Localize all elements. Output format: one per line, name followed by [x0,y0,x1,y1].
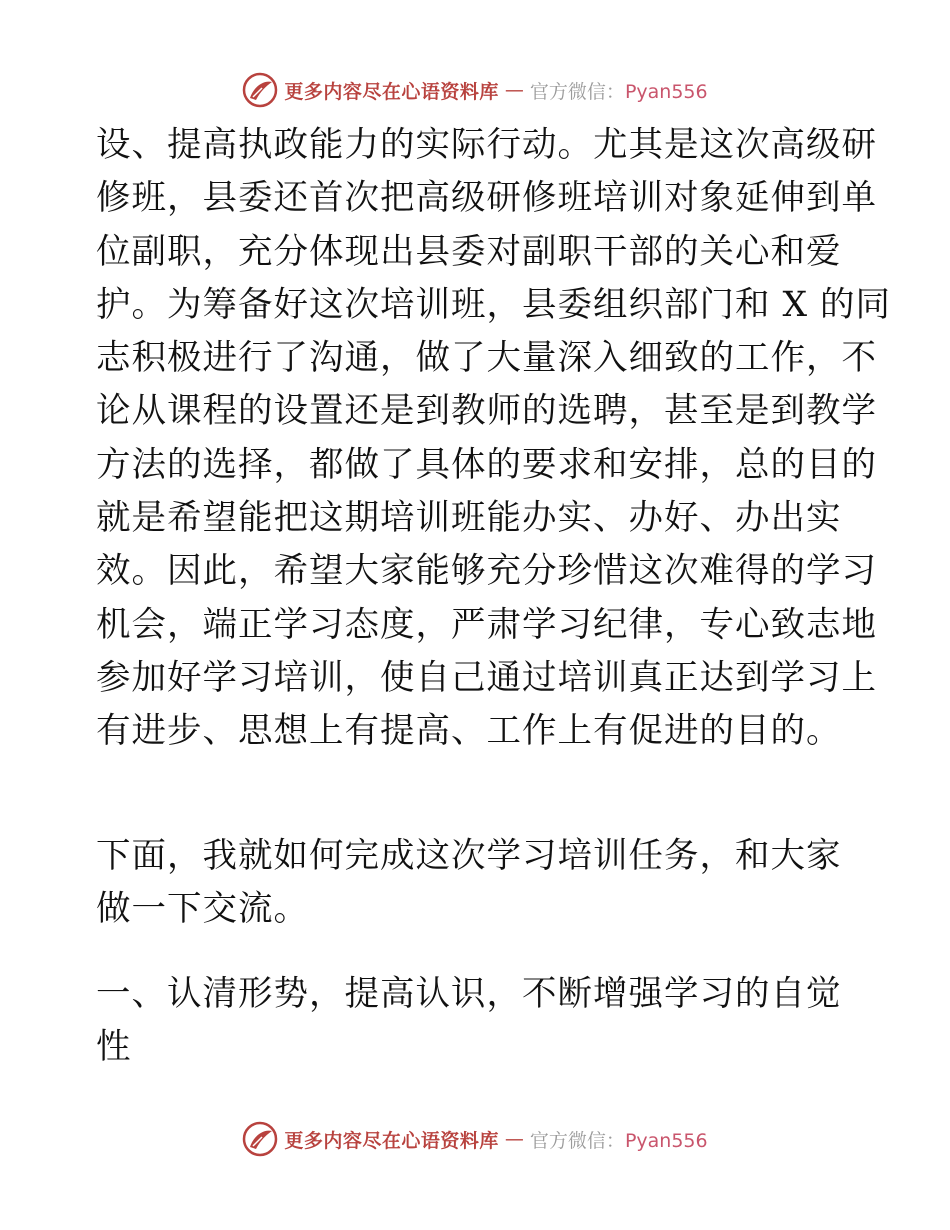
watermark-label: 官方微信： [529,80,625,103]
pen-logo-icon [242,1121,278,1157]
text-line: 参加好学习培训，使自己通过培训真正达到学习上 [96,657,877,698]
watermark-dash: — [504,79,524,101]
paragraph-1 [96,119,891,759]
text-line: 机会，端正学习态度，严肃学习纪律，专心致志地 [96,604,877,645]
text-line: 护。为筹备好这次培训班，县委组织部门和 X 的同 [96,284,891,325]
watermark-brand-text: 更多内容尽在心语资料库 [284,80,499,103]
text-line: 就是希望能把这期培训班能办实、办好、办出实 [96,498,842,539]
header-watermark [0,70,950,110]
watermark-wechat-id: Pyan556 [624,80,708,103]
watermark-brand-text: 更多内容尽在心语资料库 [284,1129,499,1152]
watermark-label: 官方微信： [529,1129,625,1152]
watermark-dash: — [504,1128,524,1150]
heading-line: 一、认清形势，提高认识，不断增强学习的自觉 [96,974,842,1014]
pen-logo-icon [242,72,278,108]
text-line: 位副职，充分体现出县委对副职干部的关心和爱 [96,231,842,272]
text-line: 下面，我就如何完成这次学习培训任务，和大家 [96,836,842,876]
watermark-contact [530,1126,708,1153]
text-line: 做一下交流。 [96,889,309,930]
watermark-contact [530,77,708,104]
footer-watermark [0,1119,950,1159]
section-heading-1 [96,968,854,1075]
text-line: 方法的选择，都做了具体的要求和安排，总的目的 [96,444,877,485]
text-line: 论从课程的设置还是到教师的选聘，甚至是到教学 [96,391,877,432]
watermark-wechat-id: Pyan556 [624,1129,708,1152]
paragraph-2 [96,830,854,937]
text-line: 设、提高执政能力的实际行动。尤其是这次高级研 [96,125,877,165]
text-line: 志积极进行了沟通，做了大量深入细致的工作，不 [96,338,877,379]
text-line: 效。因此，希望大家能够充分珍惜这次难得的学习 [96,551,877,592]
text-line: 有进步、思想上有提高、工作上有促进的目的。 [96,711,842,752]
text-line: 修班，县委还首次把高级研修班培训对象延伸到单 [96,178,877,219]
heading-line: 性 [96,1027,132,1068]
